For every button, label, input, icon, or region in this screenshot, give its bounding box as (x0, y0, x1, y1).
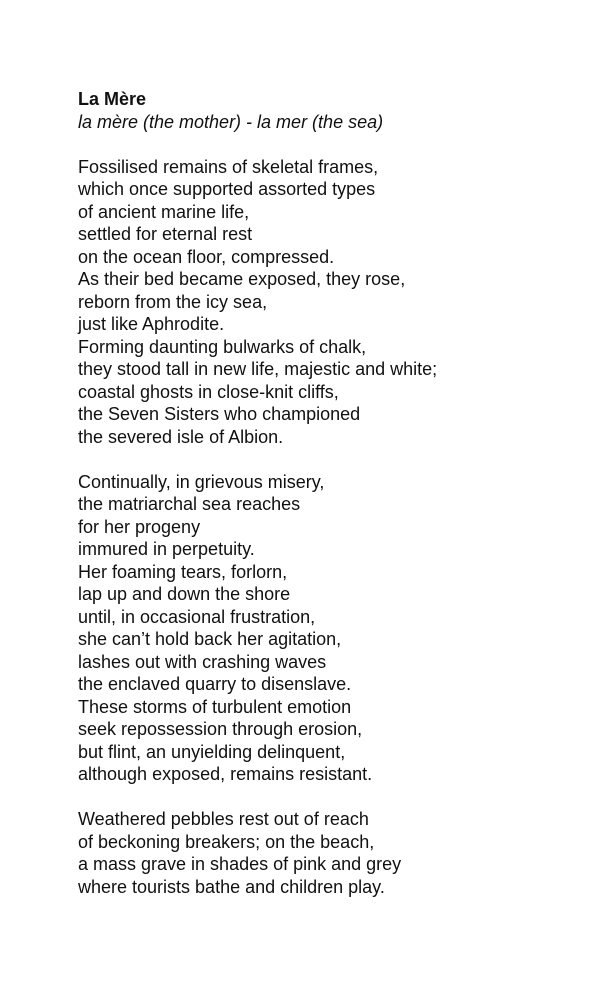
poem-line: the severed isle of Albion. (78, 426, 284, 447)
poem-line: Her foaming tears, forlorn, (78, 561, 288, 582)
poem-line: lashes out with crashing waves (78, 651, 327, 672)
poem-line: immured in perpetuity. (78, 539, 255, 559)
poem-line: a mass grave in shades of pink and grey (78, 854, 402, 874)
poem-line: of beckoning breakers; on the beach, (78, 831, 375, 852)
poem-line: the Seven Sisters who championed (78, 404, 361, 424)
poem-subtitle: la mère (the mother) - la mer (the sea) (78, 111, 384, 132)
poem-line: which once supported assorted types (78, 179, 376, 199)
poem-line: As their bed became exposed, they rose, (78, 269, 406, 289)
poem-line: for her progeny (78, 516, 201, 537)
poem-line: where tourists bathe and children play. (78, 876, 385, 897)
poem-line: Weathered pebbles rest out of reach (78, 809, 369, 829)
poem-line: These storms of turbulent emotion (78, 696, 352, 717)
poem-line: Continually, in grievous misery, (78, 471, 325, 492)
poem-title: La Mère (78, 89, 147, 109)
stanza-1 (78, 156, 578, 449)
poem-line: but flint, an unyielding delinquent, (78, 741, 346, 762)
poem-line: settled for eternal rest (78, 224, 253, 244)
stanza-3 (78, 808, 578, 898)
stanza-2 (78, 471, 578, 786)
stanza-gap (78, 133, 578, 156)
poem (78, 88, 578, 898)
poem-line: although exposed, remains resistant. (78, 764, 373, 784)
poem-line: Forming daunting bulwarks of chalk, (78, 336, 367, 357)
poem-line: the matriarchal sea reaches (78, 494, 301, 514)
stanza-gap (78, 448, 578, 471)
poem-line: on the ocean floor, compressed. (78, 246, 335, 267)
poem-line: Fossilised remains of skeletal frames, (78, 156, 379, 177)
poem-line: lap up and down the shore (78, 584, 291, 604)
poem-line: seek repossession through erosion, (78, 719, 363, 739)
poem-line: the enclaved quarry to disenslave. (78, 674, 352, 694)
poem-line: of ancient marine life, (78, 201, 250, 222)
stanza-gap (78, 786, 578, 809)
poem-line: just like Aphrodite. (78, 314, 225, 334)
poem-line: they stood tall in new life, majestic and white; (78, 359, 438, 379)
poem-line: until, in occasional frustration, (78, 606, 316, 627)
poem-line: she can’t hold back her agitation, (78, 629, 342, 649)
poem-line: coastal ghosts in close-knit cliffs, (78, 381, 339, 402)
poem-line: reborn from the icy sea, (78, 291, 268, 312)
